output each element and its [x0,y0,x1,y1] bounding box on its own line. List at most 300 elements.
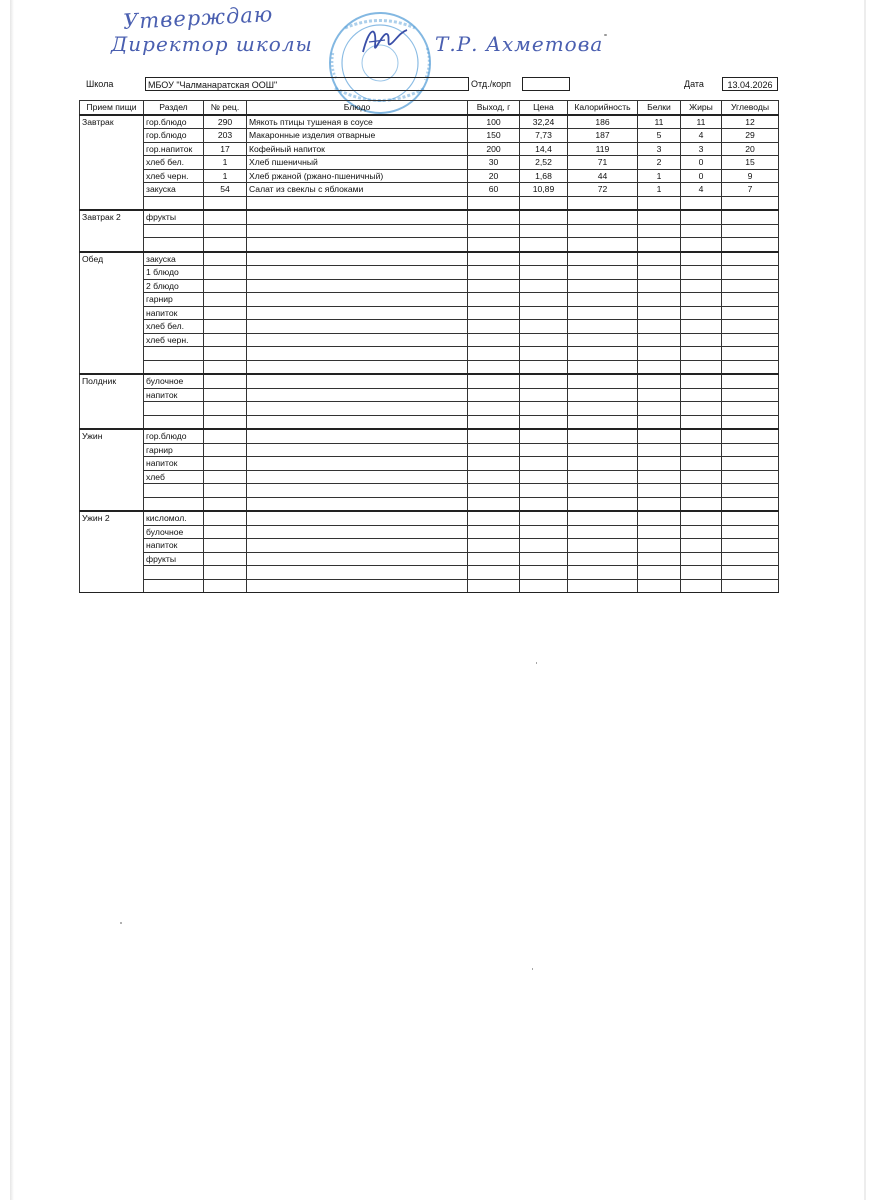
cell-kcal [568,552,638,566]
cell-price [520,525,568,539]
cell-recipe [204,238,247,252]
meal-name: Завтрак 2 [80,210,144,224]
cell-protein [638,293,681,307]
cell-protein [638,470,681,484]
cell-dish [247,470,468,484]
cell-protein [638,238,681,252]
scan-edge-shadow-right [864,0,866,1200]
table-row [80,415,779,429]
table-row [80,169,779,183]
cell-section: хлеб бел. [144,156,204,170]
meal-cell [80,224,144,238]
cell-price [520,224,568,238]
table-row [80,293,779,307]
cell-fat [681,552,722,566]
cell-protein [638,457,681,471]
cell-fat [681,196,722,210]
cell-section [144,224,204,238]
cell-weight [468,497,520,511]
cell-kcal: 186 [568,115,638,129]
cell-fat [681,525,722,539]
cell-dish [247,552,468,566]
meal-cell [80,238,144,252]
meal-cell [80,156,144,170]
cell-recipe [204,470,247,484]
cell-carbs [722,402,779,416]
cell-carbs [722,388,779,402]
cell-recipe [204,579,247,593]
cell-section: булочное [144,525,204,539]
cell-dish [247,252,468,266]
cell-recipe [204,484,247,498]
cell-dish [247,196,468,210]
cell-kcal [568,333,638,347]
cell-weight: 200 [468,142,520,156]
approval-block [105,2,604,72]
cell-price [520,293,568,307]
meal-cell [80,539,144,553]
cell-recipe [204,566,247,580]
cell-kcal: 187 [568,129,638,143]
cell-recipe [204,402,247,416]
meal-cell [80,333,144,347]
cell-carbs [722,333,779,347]
cell-weight [468,210,520,224]
cell-price [520,238,568,252]
cell-fat [681,443,722,457]
cell-fat [681,360,722,374]
cell-kcal [568,497,638,511]
cell-price [520,511,568,525]
cell-kcal [568,415,638,429]
cell-carbs [722,525,779,539]
cell-dish [247,457,468,471]
cell-price: 1,68 [520,169,568,183]
cell-recipe [204,497,247,511]
meal-cell [80,347,144,361]
cell-section: фрукты [144,210,204,224]
cell-protein: 2 [638,156,681,170]
cell-fat: 0 [681,169,722,183]
cell-carbs [722,210,779,224]
cell-price: 2,52 [520,156,568,170]
cell-recipe [204,443,247,457]
approval-name: Т.Р. Ахметова [435,32,604,56]
scan-speck [604,34,607,36]
cell-section: гор.блюдо [144,429,204,443]
cell-kcal: 71 [568,156,638,170]
table-row [80,484,779,498]
cell-section [144,360,204,374]
cell-protein [638,579,681,593]
table-row [80,374,779,388]
cell-price [520,320,568,334]
cell-section [144,402,204,416]
meal-cell [80,293,144,307]
cell-dish: Кофейный напиток [247,142,468,156]
cell-kcal [568,525,638,539]
cell-recipe [204,279,247,293]
cell-price [520,443,568,457]
cell-carbs [722,579,779,593]
cell-carbs [722,293,779,307]
cell-kcal [568,196,638,210]
cell-section [144,579,204,593]
cell-carbs [722,484,779,498]
table-row [80,320,779,334]
cell-recipe: 203 [204,129,247,143]
table-row [80,457,779,471]
cell-protein [638,388,681,402]
table-row [80,429,779,443]
table-row [80,183,779,197]
table-row [80,306,779,320]
table-row [80,210,779,224]
cell-protein [638,266,681,280]
cell-section [144,238,204,252]
cell-fat: 0 [681,156,722,170]
meal-cell [80,402,144,416]
approval-heading: Утверждаю [122,2,274,34]
meal-cell [80,129,144,143]
cell-carbs: 7 [722,183,779,197]
cell-carbs [722,539,779,553]
cell-carbs [722,360,779,374]
cell-section: напиток [144,539,204,553]
cell-weight: 60 [468,183,520,197]
cell-weight [468,525,520,539]
cell-dish [247,333,468,347]
cell-protein [638,511,681,525]
cell-price [520,457,568,471]
menu-table [79,100,779,593]
cell-kcal [568,210,638,224]
cell-dish [247,347,468,361]
cell-section [144,196,204,210]
cell-recipe [204,333,247,347]
cell-price [520,388,568,402]
meal-cell [80,566,144,580]
cell-fat [681,333,722,347]
cell-kcal [568,443,638,457]
cell-section: хлеб черн. [144,169,204,183]
school-label: Школа [86,79,114,89]
table-row [80,347,779,361]
dept-field[interactable] [522,77,570,91]
cell-dish [247,388,468,402]
cell-fat [681,429,722,443]
meal-cell [80,525,144,539]
cell-price [520,252,568,266]
cell-recipe [204,511,247,525]
cell-dish [247,210,468,224]
meal-cell [80,415,144,429]
cell-carbs [722,266,779,280]
cell-recipe [204,552,247,566]
cell-fat [681,539,722,553]
meal-cell [80,320,144,334]
cell-recipe [204,252,247,266]
cell-recipe [204,320,247,334]
table-row [80,497,779,511]
cell-fat: 3 [681,142,722,156]
cell-recipe [204,224,247,238]
cell-protein [638,360,681,374]
cell-fat [681,497,722,511]
table-row [80,552,779,566]
cell-kcal [568,470,638,484]
cell-weight [468,539,520,553]
cell-weight [468,484,520,498]
cell-section: гор.напиток [144,142,204,156]
cell-section: гор.блюдо [144,115,204,129]
table-row [80,238,779,252]
cell-dish [247,279,468,293]
cell-recipe: 290 [204,115,247,129]
cell-kcal: 119 [568,142,638,156]
cell-kcal [568,306,638,320]
cell-weight [468,579,520,593]
cell-fat [681,579,722,593]
cell-fat [681,266,722,280]
cell-fat [681,210,722,224]
cell-weight: 30 [468,156,520,170]
dept-label: Отд./корп [471,79,511,89]
cell-recipe [204,347,247,361]
cell-section: фрукты [144,552,204,566]
cell-price [520,579,568,593]
cell-dish [247,320,468,334]
cell-carbs: 15 [722,156,779,170]
cell-kcal [568,484,638,498]
cell-fat [681,320,722,334]
cell-fat: 4 [681,129,722,143]
cell-fat: 11 [681,115,722,129]
cell-fat [681,511,722,525]
cell-protein [638,320,681,334]
cell-price [520,266,568,280]
cell-recipe: 1 [204,156,247,170]
table-row [80,579,779,593]
col-header-recipe: № рец. [204,101,247,115]
cell-price [520,566,568,580]
cell-carbs [722,429,779,443]
cell-recipe [204,360,247,374]
cell-carbs: 12 [722,115,779,129]
cell-carbs [722,306,779,320]
cell-carbs [722,566,779,580]
cell-kcal [568,252,638,266]
cell-price [520,415,568,429]
meal-cell [80,266,144,280]
cell-protein [638,279,681,293]
cell-price: 32,24 [520,115,568,129]
school-field[interactable]: МБОУ "Чалманаратская ООШ" [145,77,469,91]
cell-carbs [722,511,779,525]
cell-recipe [204,388,247,402]
meal-name: Ужин [80,429,144,443]
meal-cell [80,552,144,566]
cell-dish [247,415,468,429]
table-row [80,525,779,539]
scan-speck [536,662,537,664]
table-row [80,470,779,484]
table-row [80,252,779,266]
cell-protein [638,402,681,416]
cell-recipe [204,293,247,307]
cell-carbs [722,320,779,334]
cell-kcal [568,374,638,388]
cell-recipe [204,539,247,553]
cell-protein [638,224,681,238]
cell-price [520,279,568,293]
cell-recipe [204,374,247,388]
cell-section: гарнир [144,443,204,457]
cell-price [520,539,568,553]
cell-protein: 5 [638,129,681,143]
table-header-row [80,101,779,115]
cell-kcal [568,566,638,580]
cell-weight [468,252,520,266]
cell-price [520,429,568,443]
scan-edge-shadow [10,0,14,1200]
director-signature-icon [355,20,415,60]
cell-fat [681,388,722,402]
meal-name: Обед [80,252,144,266]
cell-dish [247,484,468,498]
cell-carbs [722,470,779,484]
cell-kcal [568,511,638,525]
cell-weight [468,443,520,457]
cell-section [144,566,204,580]
meal-cell [80,183,144,197]
cell-weight [468,266,520,280]
cell-section: закуска [144,183,204,197]
cell-protein: 11 [638,115,681,129]
cell-protein [638,415,681,429]
cell-protein [638,539,681,553]
cell-price [520,484,568,498]
cell-recipe: 1 [204,169,247,183]
cell-kcal [568,224,638,238]
col-header-kcal: Калорийность [568,101,638,115]
cell-carbs: 9 [722,169,779,183]
cell-section: хлеб бел. [144,320,204,334]
cell-kcal [568,539,638,553]
table-row [80,142,779,156]
cell-dish [247,306,468,320]
col-header-fat: Жиры [681,101,722,115]
cell-fat [681,306,722,320]
cell-protein [638,497,681,511]
cell-fat [681,457,722,471]
cell-protein [638,252,681,266]
cell-weight [468,360,520,374]
table-row [80,196,779,210]
meal-name: Ужин 2 [80,511,144,525]
cell-section [144,497,204,511]
cell-protein [638,552,681,566]
cell-carbs [722,238,779,252]
col-header-price: Цена [520,101,568,115]
cell-weight [468,402,520,416]
cell-carbs [722,279,779,293]
date-label: Дата [684,79,704,89]
cell-dish [247,238,468,252]
scan-speck [120,922,122,924]
table-row [80,566,779,580]
cell-carbs [722,443,779,457]
cell-dish: Хлеб пшеничный [247,156,468,170]
cell-protein [638,333,681,347]
meal-cell [80,169,144,183]
cell-section [144,415,204,429]
date-field[interactable]: 13.04.2026 [722,77,778,91]
cell-price [520,333,568,347]
cell-weight [468,511,520,525]
cell-section: напиток [144,457,204,471]
cell-recipe: 17 [204,142,247,156]
cell-kcal [568,279,638,293]
cell-carbs [722,415,779,429]
cell-weight [468,470,520,484]
col-header-carbs: Углеводы [722,101,779,115]
meal-cell [80,443,144,457]
cell-weight [468,333,520,347]
table-row [80,360,779,374]
meal-cell [80,497,144,511]
table-row [80,129,779,143]
cell-protein [638,525,681,539]
meal-cell [80,484,144,498]
approval-title: Директор школы [111,32,313,56]
meal-cell [80,306,144,320]
cell-kcal [568,293,638,307]
cell-protein [638,566,681,580]
col-header-protein: Белки [638,101,681,115]
cell-weight [468,347,520,361]
cell-kcal: 72 [568,183,638,197]
cell-fat [681,470,722,484]
cell-weight: 20 [468,169,520,183]
cell-carbs [722,457,779,471]
cell-weight [468,196,520,210]
cell-dish: Хлеб ржаной (ржано-пшеничный) [247,169,468,183]
cell-weight [468,224,520,238]
cell-price [520,210,568,224]
cell-price [520,374,568,388]
table-row [80,115,779,129]
cell-weight [468,429,520,443]
cell-fat [681,415,722,429]
col-header-section: Раздел [144,101,204,115]
table-row [80,388,779,402]
cell-dish [247,539,468,553]
meal-cell [80,279,144,293]
cell-kcal [568,429,638,443]
cell-dish [247,266,468,280]
cell-kcal [568,360,638,374]
meal-cell [80,360,144,374]
cell-fat [681,252,722,266]
cell-weight [468,415,520,429]
cell-price: 10,89 [520,183,568,197]
meal-cell [80,142,144,156]
cell-dish [247,402,468,416]
cell-kcal [568,457,638,471]
meal-cell [80,579,144,593]
cell-weight [468,566,520,580]
